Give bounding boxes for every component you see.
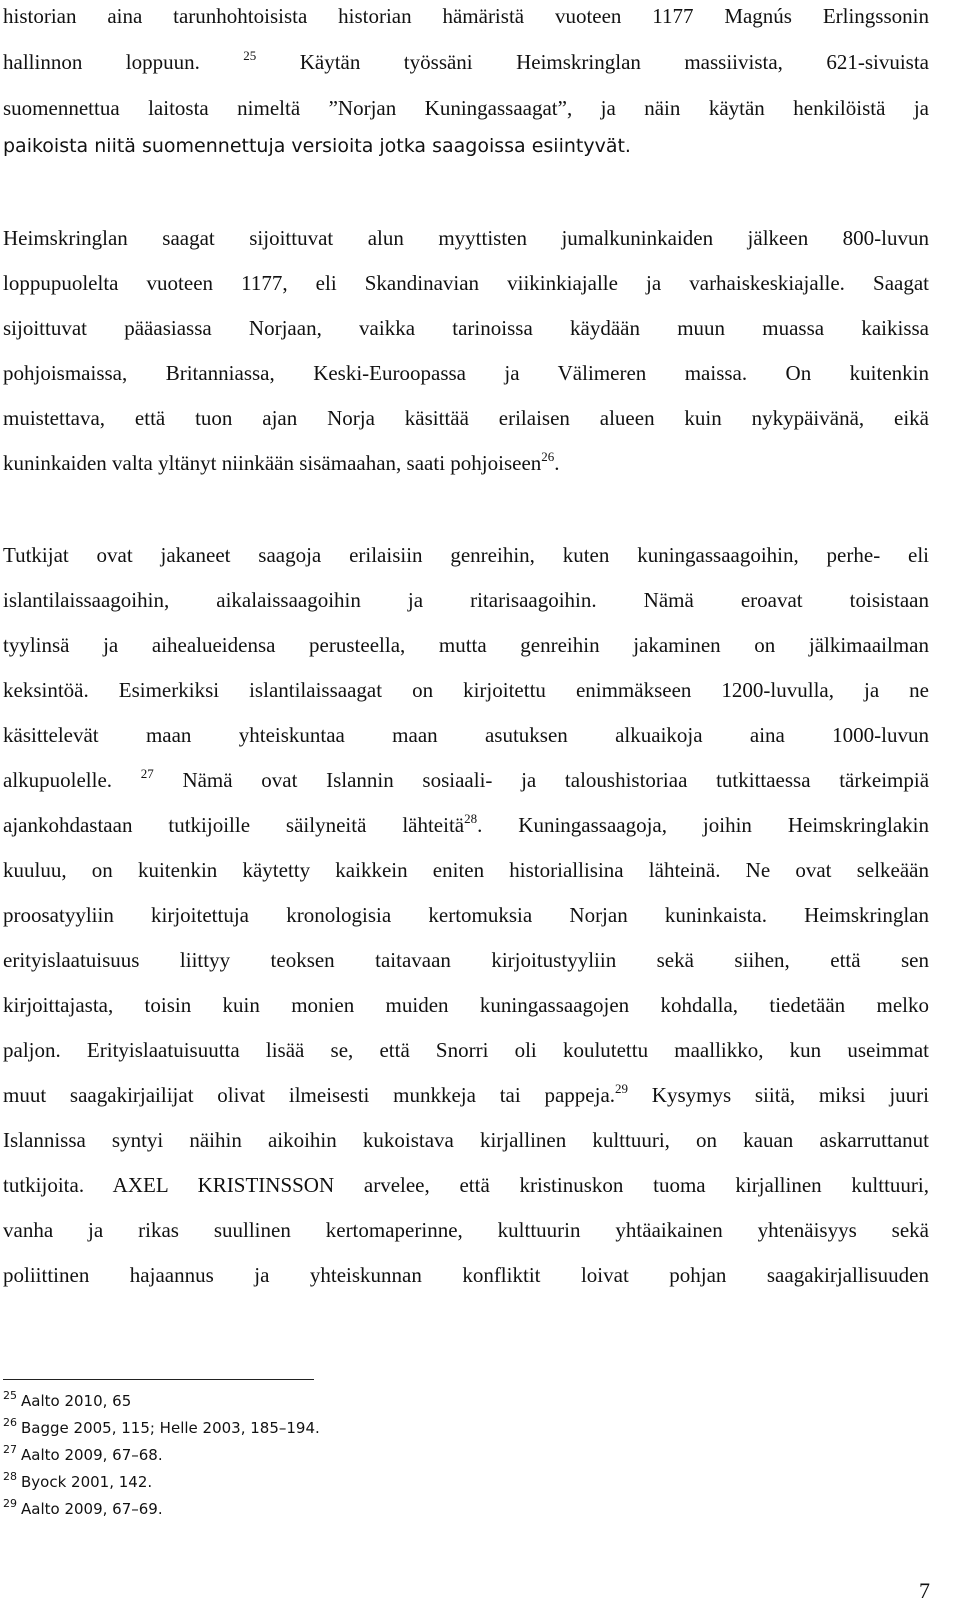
text-line: islantilaissaagoihin, aikalaissaagoihin ja ritarisaagoihin. Nämä eroavat toisistaan — [3, 588, 929, 612]
footnote-text: Bagge 2005, 115; Helle 2003, 185–194. — [21, 1419, 320, 1437]
text-span: alkupuolelle. — [3, 768, 113, 792]
footnote-number: 27 — [3, 1443, 17, 1456]
text-line: Heimskringlan saagat sijoittuvat alun myyttisten jumalkuninkaiden jälkeen 800-luvun — [3, 226, 929, 250]
text-line: erityislaatuisuus liittyy teoksen taitavaan kirjoitustyyliin sekä siihen, että sen — [3, 948, 929, 972]
text-line: muistettava, että tuon ajan Norja käsittää erilaisen alueen kuin nykypäivänä, eikä — [3, 406, 929, 430]
footnote-item — [3, 1496, 163, 1523]
text-line — [3, 39, 929, 85]
footnote-ref-27: 27 — [140, 766, 154, 781]
footnote-text: Aalto 2010, 65 — [21, 1392, 132, 1410]
page-number: 7 — [919, 1578, 930, 1603]
footnote-item — [3, 1415, 320, 1442]
footnote-number: 26 — [3, 1416, 17, 1429]
text-line: keksintöä. Esimerkiksi islantilaissaagat on kirjoitettu enimmäkseen 1200-luvulla, ja ne — [3, 678, 929, 702]
text-line: vanha ja rikas suullinen kertomaperinne, kulttuurin yhtäaikainen yhtenäisyys sekä — [3, 1218, 929, 1242]
footnote-separator — [3, 1379, 314, 1380]
footnote-ref-26: 26 — [541, 449, 555, 464]
text-span: muut saagakirjailijat olivat ilmeisesti munkkeja tai pappeja. — [3, 1083, 616, 1107]
text-span: kuninkaiden valta yltänyt niinkään sisämaahan, saati pohjoiseen — [3, 451, 542, 475]
text-line: Islannissa syntyi näihin aikoihin kukoistava kirjallinen kulttuuri, on kauan askarruttanut — [3, 1128, 929, 1152]
text-span: ajankohdastaan tutkijoille säilyneitä lähteitä — [3, 813, 465, 837]
footnote-number: 28 — [3, 1470, 17, 1483]
text-line: pohjoismaissa, Britanniassa, Keski-Euroopassa ja Välimeren maissa. On kuitenkin — [3, 361, 929, 385]
text-line — [3, 1072, 929, 1118]
text-line: Tutkijat ovat jakaneet saagoja erilaisiin genreihin, kuten kuningassaagoihin, perhe- eli — [3, 543, 929, 567]
footnote-number: 29 — [3, 1497, 17, 1510]
text-line: tyylinsä ja aihealueidensa perusteella, mutta genreihin jakaminen on jälkimaailman — [3, 633, 929, 657]
text-line: loppupuolelta vuoteen 1177, eli Skandinavian viikinkiajalle ja varhaiskeskiajalle. Saagat — [3, 271, 929, 295]
text-line: kirjoittajasta, toisin kuin monien muiden kuningassaagojen kohdalla, tiedetään melko — [3, 993, 929, 1017]
text-line: kuuluu, on kuitenkin käytetty kaikkein eniten historiallisina lähteinä. Ne ovat selkeään — [3, 858, 929, 882]
text-span: Nämä ovat Islannin sosiaali- ja taloushistoriaa tutkittaessa tärkeimpiä — [182, 768, 930, 792]
footnote-text: Byock 2001, 142. — [21, 1473, 153, 1491]
footnote-ref-29: 29 — [615, 1081, 629, 1096]
text-line: tutkijoita. AXEL KRISTINSSON arvelee, että kristinuskon tuoma kirjallinen kulttuuri, — [3, 1173, 929, 1197]
footnote-ref-25: 25 — [243, 48, 257, 63]
text-line: sijoittuvat pääasiassa Norjaan, vaikka tarinoissa käydään muun muassa kaikissa — [3, 316, 929, 340]
text-span: . — [554, 451, 560, 475]
text-line: käsittelevät maan yhteiskuntaa maan asutuksen alkuaikoja aina 1000-luvun — [3, 723, 929, 747]
footnote-item — [3, 1469, 152, 1496]
footnote-number: 25 — [3, 1389, 17, 1402]
footnote-text: Aalto 2009, 67–68. — [21, 1446, 163, 1464]
text-line — [3, 757, 929, 803]
text-line: proosatyyliin kirjoitettuja kronologisia kertomuksia Norjan kuninkaista. Heimskringlan — [3, 903, 929, 927]
text-span: Käytän työssäni Heimskringlan massiivista, 621-sivuista — [299, 50, 930, 74]
text-line: historian aina tarunhohtoisista historian hämäristä vuoteen 1177 Magnús Erlingssonin — [3, 4, 929, 28]
text-line: paljon. Erityislaatuisuutta lisää se, että Snorri oli koulutettu maallikko, kun useimmat — [3, 1038, 929, 1062]
text-span: hallinnon loppuun. — [3, 50, 200, 74]
footnote-text: Aalto 2009, 67–69. — [21, 1500, 163, 1518]
footnote-item — [3, 1388, 131, 1415]
text-span: Kysymys siitä, miksi juuri — [651, 1083, 929, 1107]
text-span: . Kuningassaagoja, joihin Heimskringlakin — [477, 813, 929, 837]
text-line: poliittinen hajaannus ja yhteiskunnan konfliktit loivat pohjan saagakirjallisuuden — [3, 1263, 929, 1287]
text-line — [3, 802, 929, 848]
text-line: paikoista niitä suomennettuja versioita jotka saagoissa esiintyvät. — [3, 135, 631, 157]
footnote-ref-28: 28 — [464, 811, 478, 826]
text-line: suomennettua laitosta nimeltä ”Norjan Kuningassaagat”, ja näin käytän henkilöistä ja — [3, 96, 929, 120]
text-line — [3, 440, 929, 486]
footnote-item — [3, 1442, 163, 1469]
